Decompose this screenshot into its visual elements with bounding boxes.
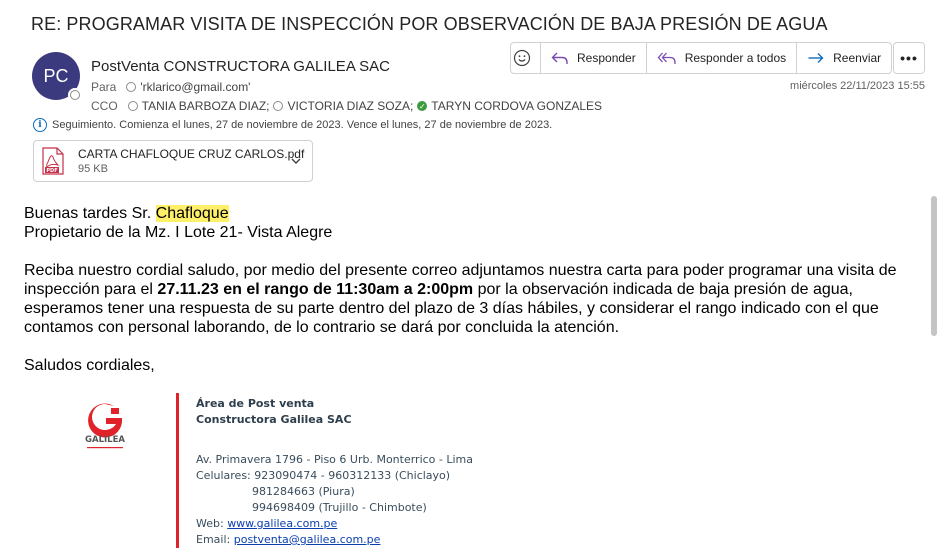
presence-ring-icon [126, 82, 136, 92]
forward-icon [807, 51, 825, 65]
attachment-info [78, 147, 304, 175]
reply-all-icon [657, 51, 677, 65]
greeting-line [24, 204, 914, 223]
to-label: Para [91, 80, 117, 94]
signature-address: Av. Primavera 1796 - Piso 6 Urb. Monterrico - Lima [196, 453, 474, 466]
galilea-logo [80, 400, 130, 456]
reply-label: Responder [577, 51, 636, 65]
reply-icon [551, 51, 569, 65]
email-signature [196, 396, 473, 548]
logo-wordmark: GALILEA [85, 435, 125, 445]
message-actions-toolbar [510, 42, 892, 74]
more-horizontal-icon: ••• [900, 50, 918, 66]
info-icon: i [33, 118, 47, 132]
signature-web [196, 516, 473, 532]
main-paragraph [24, 261, 914, 337]
message-body [24, 204, 914, 375]
cc-row [91, 99, 606, 113]
greeting-text: Buenas tardes Sr. [24, 205, 156, 222]
sender-name[interactable]: PostVenta CONSTRUCTORA GALILEA SAC [91, 58, 391, 75]
signature-company: Constructora Galilea SAC [196, 413, 352, 426]
chevron-down-icon[interactable] [290, 156, 302, 166]
reply-all-button[interactable] [647, 43, 797, 73]
cc-label: CCO [91, 99, 118, 113]
signature-phones [196, 468, 473, 484]
attachment-card[interactable] [33, 140, 313, 182]
phone-1: 923090474 - 960312133 (Chiclayo) [254, 469, 451, 482]
email-subject: RE: PROGRAMAR VISITA DE INSPECCIÓN POR OBSERVACIÓN DE BAJA PRESIÓN DE AGUA [31, 14, 828, 34]
to-row [91, 80, 254, 94]
more-actions-button[interactable] [893, 42, 925, 74]
paragraph-text: Reciba nuestro cordial saludo, por medio del presente correo adjuntamos nuestra carta para poder programar una visita de inspección para el [24, 262, 897, 298]
presence-ring-icon [128, 101, 138, 111]
pdf-icon [42, 147, 64, 175]
followup-text: Comienza el lunes, 27 de noviembre de 2023. Vence el lunes, 27 de noviembre de 2023. [119, 119, 553, 131]
cc-recipient[interactable]: TARYN CORDOVA GONZALES [431, 99, 602, 113]
forward-button[interactable] [797, 43, 891, 73]
available-check-icon: ✓ [418, 101, 426, 111]
owner-line: Propietario de la Mz. I Lote 21- Vista Alegre [24, 224, 333, 241]
presence-status-icon [68, 88, 82, 102]
followup-flag [33, 118, 552, 132]
reply-all-label: Responder a todos [684, 51, 787, 65]
phone-2: 981284663 (Piura) [252, 485, 355, 498]
received-date: miércoles 22/11/2023 15:55 [790, 80, 925, 92]
web-label: Web: [196, 517, 228, 530]
closing-line: Saludos cordiales, [24, 357, 155, 374]
signature-email [196, 532, 473, 548]
paragraph-text: por la observación indicada de baja presión de agua, esperamos tener una respuesta de su parte dentro del plazo de 3 días hábiles, y considerar el rango indicado con el que contamos con personal laborando, de lo contrario se dará por concluida la atención. [24, 281, 879, 336]
signature-area: Área de Post venta [196, 397, 315, 410]
smiley-icon [513, 49, 531, 67]
to-recipient[interactable]: 'rklarico@gmail.com' [140, 80, 251, 94]
avatar-initials: PC [43, 65, 69, 86]
email-link[interactable]: postventa@galilea.com.pe [233, 533, 381, 546]
vertical-scrollbar[interactable] [931, 196, 937, 336]
attachment-name: CARTA CHAFLOQUE CRUZ CARLOS.pdf [78, 147, 305, 161]
followup-label: Seguimiento. [52, 119, 117, 131]
signature-divider [176, 393, 179, 548]
attachment-size: 95 KB [78, 163, 108, 175]
email-label: Email: [196, 533, 234, 546]
website-link[interactable]: www.galilea.com.pe [227, 517, 338, 530]
phones-label: Celulares: [196, 469, 255, 482]
forward-label: Reenviar [833, 51, 882, 65]
sender-avatar[interactable] [32, 52, 80, 100]
presence-ring-icon [273, 101, 283, 111]
emoji-reaction-button[interactable] [511, 43, 541, 73]
cc-recipient[interactable]: VICTORIA DIAZ SOZA; [287, 99, 414, 113]
visit-date-range: 27.11.23 en el rango de 11:30am a 2:00pm [157, 281, 474, 298]
highlighted-name: Chafloque [155, 205, 229, 222]
svg-text:PDF: PDF [46, 168, 58, 174]
reply-button[interactable] [541, 43, 647, 73]
cc-recipient[interactable]: TANIA BARBOZA DIAZ; [141, 99, 270, 113]
phone-3: 994698409 (Trujillo - Chimbote) [252, 501, 427, 514]
